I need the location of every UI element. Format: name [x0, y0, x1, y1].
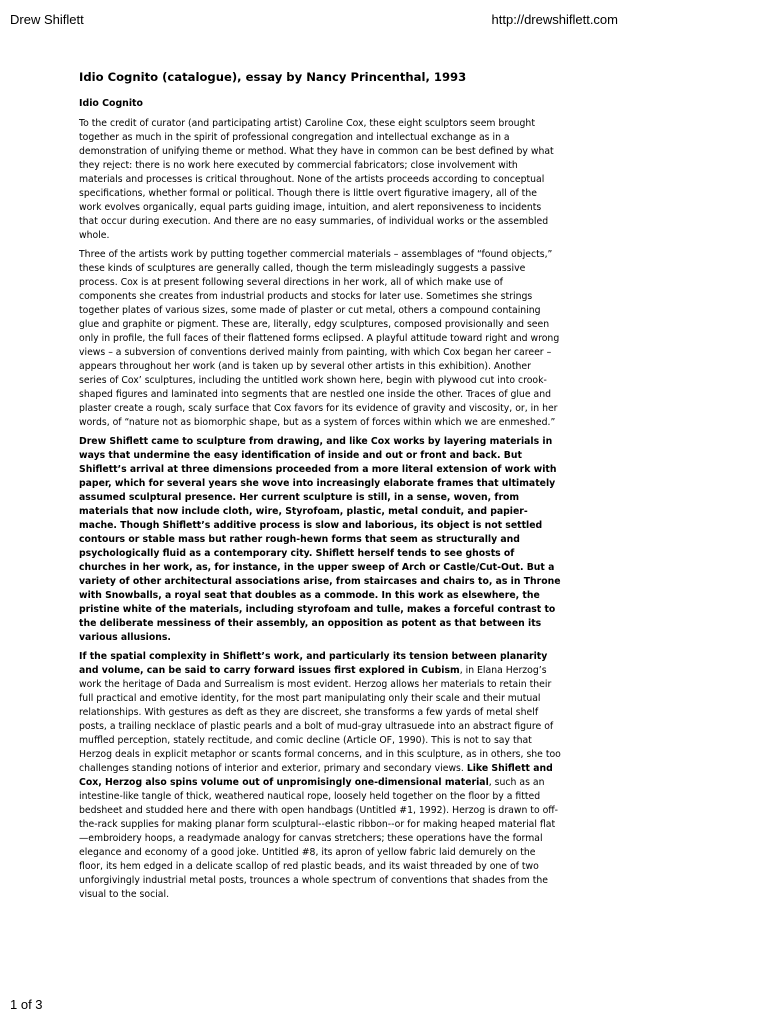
paragraph-4: [79, 650, 561, 902]
header-author: Drew Shiflett: [10, 12, 84, 27]
paragraph-4-bold-1: If the spatial complexity in Shiflett’s work, and particularly its tension between planarity and volume, can be said to carry forward issues first explored in Cubism: [79, 651, 548, 676]
paragraph-2: Three of the artists work by putting together commercial materials – assemblages of “found objects,” these kinds of sculptures are generally called, though the term misleadingly suggests a passive process. Cox is at present following several directions in her work, all of which make use of components she creates from industrial products and stocks for later use. Sometimes she strings together plates of various sizes, some made of plaster or cut metal, others a compound containing glue and graphite or pigment. These are, literally, edgy sculptures, composed provisionally and seen only in profile, the full faces of their flattened forms eclipsed. A playful attitude toward right and wrong views – a subversion of conventions derived mainly from painting, with which Cox began her career – appears throughout her work (and is taken up by several other artists in this exhibition). Another series of Cox’ sculptures, including the untitled work shown here, begin with plywood cut into crook-shaped figures and laminated into segments that are nestled one inside the other. Traces of glue and plaster create a rough, scaly surface that Cox favors for its evidence of gravity and viscosity, or, in her words, of “nature not as biomorphic shape, but as a system of forces within which we are enmeshed.”: [79, 249, 560, 428]
paragraph-1: To the credit of curator (and participating artist) Caroline Cox, these eight sculptors seem brought together as much in the spirit of professional congregation and intellectual exchange as in a demonstration of unifying theme or method. What they have in common can be best defined by what they reject: there is no work here executed by commercial fabricators; close involvement with materials and processes is critical throughout. None of the artists proceeds according to conceptual specifications, whether formal or political. Though there is little overt figurative imagery, all of the work evolves organically, equal parts guiding image, intuition, and alert reponsiveness to incidents that occur during execution. And there are no easy summaries, of individual works or the assembled whole.: [79, 118, 554, 241]
header-url[interactable]: http://drewshiflett.com: [491, 12, 618, 27]
article: [79, 70, 561, 907]
paragraph-4-text-2: , such as an intestine-like tangle of thick, weathered nautical rope, loosely held together on the floor by a fitted bedsheet and studded here and there with open handbags (Untitled #1, 1992). Herzog is drawn to off-the-rack supplies for making planar form sculptural--elastic ribbon--or for making heaped material flat—embroidery hoops, a readymade analogy for canvas stretchers; these operations have the formal elegance and economy of a good joke. Untitled #8, its apron of yellow fabric laid demurely on the floor, its hem edged in a delicate scallop of red plastic beads, and its waist threaded by one of two unforgivingly industrial metal posts, trounces a whole spectrum of conventions that shades from the visual to the social.: [79, 777, 559, 900]
paragraph-4-bold-2: Like Shiflett and Cox, Herzog also spins volume out of unpromisingly one-dimensional material: [79, 763, 553, 788]
paragraph-4-text-1: , in Elana Herzog’s work the heritage of Dada and Surrealism is most evident. Herzog allows her materials to retain their full practical and emotive identity, for the most part manipulating only their scale and their mutual relationships. With gestures as deft as they are discreet, she transforms a few yards of metal shelf posts, a trailing necklace of plastic pearls and a bolt of mud-gray ultrasuede into an abstract figure of muffled perception, stately rectitude, and comic decline (Article OF, 1990). This is not to say that Herzog deals in explicit metaphor or scants formal concerns, and in this sculpture, as in others, she too challenges standing notions of interior and exterior, primary and secondary views.: [79, 665, 561, 774]
article-subtitle: Idio Cognito: [79, 98, 143, 109]
article-title: Idio Cognito (catalogue), essay by Nancy Princenthal, 1993: [79, 70, 467, 84]
paragraph-3: Drew Shiflett came to sculpture from drawing, and like Cox works by layering materials in ways that undermine the easy identification of inside and out or front and back. But Shiflett’s arrival at three dimensions proceeded from a more literal extension of work with paper, which for several years she wove into increasingly elaborate frames that ultimately assumed sculptural presence. Her current sculpture is still, in a sense, woven, from materials that now include cloth, wire, Styrofoam, plastic, metal conduit, and papier-mache. Though Shiflett’s additive process is slow and laborious, its object is not settled contours or stable mass but rather rough-hewn forms that seem as structurally and psychologically fluid as a contemporary city. Shiflett herself tends to see ghosts of churches in her work, as, for instance, in the upper sweep of Arch or Castle/Cut-Out. But a variety of other architectural associations arise, from staircases and chairs to, as in Throne with Snowballs, a royal seat that doubles as a commode. In this work as elsewhere, the pristine white of the materials, including styrofoam and tulle, makes a forceful contrast to the deliberate messiness of their assembly, an opposition as potent as that between its various allusions.: [79, 436, 561, 643]
page-number: 1 of 3: [10, 997, 43, 1012]
